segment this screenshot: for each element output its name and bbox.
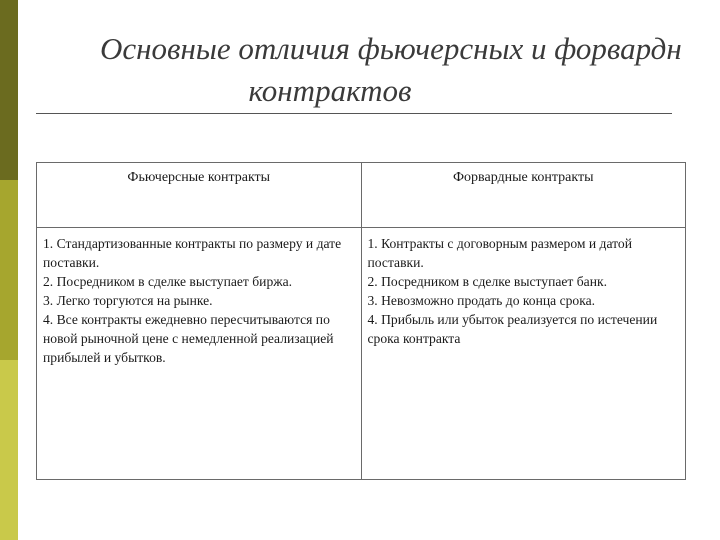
slide-title-line-1: Основные отличия фьючерсных и форвардн [100,31,682,66]
table-header-row [37,163,686,228]
title-underline [36,113,672,114]
forwards-item-1: 1. Контракты с договорным размером и датой поставки. [367,236,632,270]
slide-title-line-2: контрактов [248,73,412,108]
forwards-item-4: 4. Прибыль или убыток реализуется по истечении срока контракта [367,312,658,346]
futures-item-2: 2. Посредником в сделке выступает биржа. [43,274,293,289]
table-row [37,228,686,480]
forwards-cell [361,228,686,480]
futures-item-1: 1. Стандартизованные контракты по размеру и дате поставки. [43,236,342,270]
header-forwards: Форвардные контракты [361,163,686,228]
futures-item-3: 3. Легко торгуются на рынке. [43,293,213,308]
side-bar-medium [0,180,18,360]
side-bar-light [0,360,18,540]
futures-item-4: 4. Все контракты ежедневно пересчитываются по новой рыночной цене с немедленной реализацией прибылей и убытков. [43,312,334,365]
side-bar-dark [0,0,18,180]
forwards-item-3: 3. Невозможно продать до конца срока. [367,293,596,308]
slide-title [40,28,720,112]
futures-cell [37,228,362,480]
comparison-table [36,162,686,480]
header-futures: Фьючерсные контракты [37,163,362,228]
forwards-item-2: 2. Посредником в сделке выступает банк. [367,274,607,289]
